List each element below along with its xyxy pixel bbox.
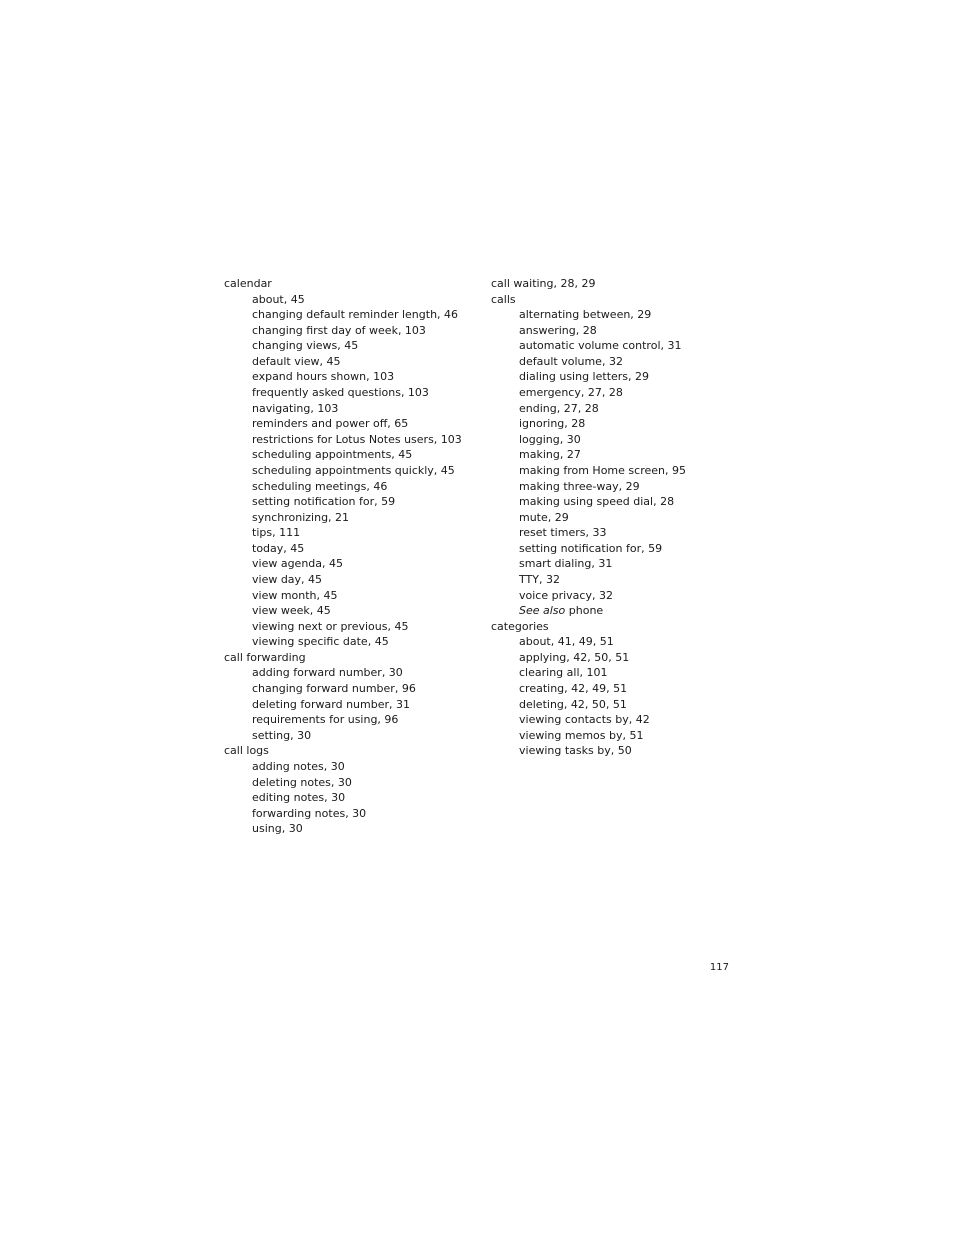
index-sub-entry: default volume, 32 [519,354,623,368]
index-sub-entry: mute, 29 [519,510,569,524]
index-sub-entry: default view, 45 [252,354,341,368]
index-sub-entry: TTY, 32 [519,572,560,586]
index-main-entry: calendar [224,277,272,290]
index-sub-entry: scheduling meetings, 46 [252,479,388,493]
index-sub-entry: adding forward number, 30 [252,666,403,680]
index-sub-entry: making using speed dial, 28 [519,495,675,509]
index-sub-entry: about, 45 [252,292,305,306]
index-sub-entry: clearing all, 101 [519,666,608,680]
index-sub-entry: viewing memos by, 51 [519,728,644,742]
index-sub-entry: changing forward number, 96 [252,682,416,696]
index-sub-entry: automatic volume control, 31 [519,339,682,353]
index-sub-entry: about, 41, 49, 51 [519,635,614,649]
index-column-right [491,276,741,759]
index-sub-entry: view day, 45 [252,572,323,586]
index-main-entry: call forwarding [224,650,306,664]
index-sub-entry: editing notes, 30 [252,791,346,805]
index-sub-entry: dialing using letters, 29 [519,370,650,384]
index-sub-entry: restrictions for Lotus Notes users, 103 [252,432,462,446]
index-main-entry: categories [491,619,549,633]
see-also-target: phone [565,604,604,618]
see-also-label: See also [519,604,566,618]
index-sub-entry: making three-way, 29 [519,479,640,493]
index-sub-entry: ending, 27, 28 [519,401,599,415]
index-sub-entry: view month, 45 [252,588,338,602]
index-sub-entry: ignoring, 28 [519,417,586,431]
index-sub-entry: view week, 45 [252,604,331,618]
index-sub-entry: changing views, 45 [252,339,359,353]
index-sub-entry [491,603,741,619]
index-sub-entry: deleting notes, 30 [252,775,352,789]
index-sub-entry: setting notification for, 59 [252,495,396,509]
page-number: 117 [709,962,729,973]
index-sub-entry: scheduling appointments quickly, 45 [252,463,455,477]
index-sub-entry: emergency, 27, 28 [519,386,623,400]
index-sub-entry: using, 30 [252,822,303,836]
index-sub-entry: making, 27 [519,448,581,462]
index-sub-entry: tips, 111 [252,526,301,540]
index-sub-entry: viewing next or previous, 45 [252,619,409,633]
index-sub-entry: alternating between, 29 [519,308,652,322]
index-sub-entry: logging, 30 [519,432,581,446]
index-main-entry: call waiting, 28, 29 [491,277,596,290]
index-sub-entry: creating, 42, 49, 51 [519,682,628,696]
index-sub-entry: view agenda, 45 [252,557,344,571]
index-sub-entry: frequently asked questions, 103 [252,386,429,400]
index-sub-entry: forwarding notes, 30 [252,806,367,820]
index-sub-entry: answering, 28 [519,323,597,337]
index-sub-entry: adding notes, 30 [252,759,345,773]
index-main-entry: calls [491,292,516,306]
index-sub-entry: viewing tasks by, 50 [519,744,632,758]
index-sub-entry: reset timers, 33 [519,526,607,540]
index-sub-entry: setting notification for, 59 [519,541,663,555]
index-sub-entry: synchronizing, 21 [252,510,350,524]
index-sub-entry: voice privacy, 32 [519,588,613,602]
index-sub-entry: scheduling appointments, 45 [252,448,413,462]
index-sub-entry: applying, 42, 50, 51 [519,650,630,664]
index-sub-entry: deleting, 42, 50, 51 [519,697,627,711]
index-sub-entry: changing first day of week, 103 [252,323,426,337]
index-sub-entry: navigating, 103 [252,401,339,415]
index-sub-entry: setting, 30 [252,728,312,742]
index-sub-entry: requirements for using, 96 [252,713,399,727]
index-column-left [224,276,474,837]
index-sub-entry: viewing contacts by, 42 [519,713,650,727]
index-sub-entry: today, 45 [252,541,305,555]
index-sub-entry: smart dialing, 31 [519,557,613,571]
index-sub-entry: deleting forward number, 31 [252,697,410,711]
index-sub-entry: reminders and power off, 65 [252,417,409,431]
index-main-entry: call logs [224,744,269,758]
index-sub-entry: expand hours shown, 103 [252,370,395,384]
index-sub-entry: viewing specific date, 45 [252,635,389,649]
index-sub-entry: making from Home screen, 95 [519,463,686,477]
index-sub-entry: changing default reminder length, 46 [252,308,459,322]
